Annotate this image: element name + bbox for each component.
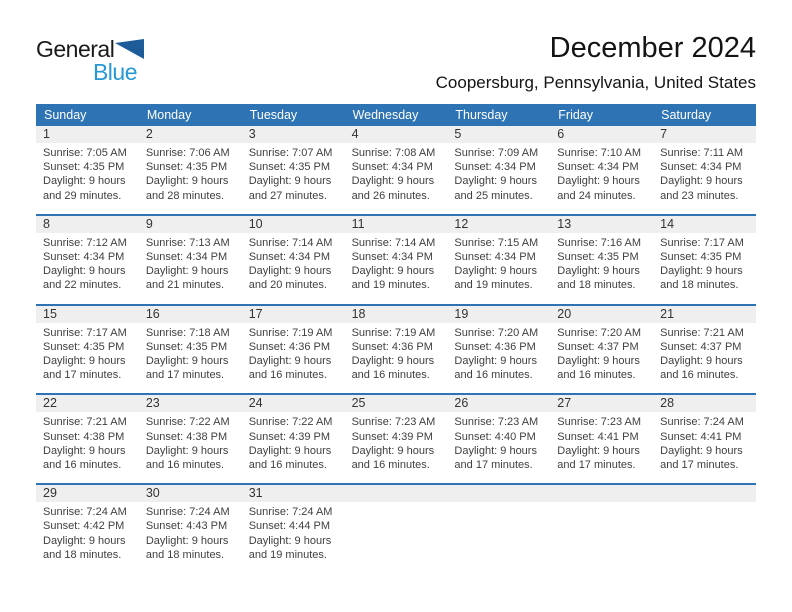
sunrise-text: Sunrise: 7:24 AM — [248, 506, 333, 519]
day-number: 29 — [36, 485, 139, 502]
day-number: 11 — [345, 216, 448, 233]
day-cell — [345, 395, 448, 483]
daylight-text-line2: and 26 minutes. — [351, 189, 430, 202]
daylight-text-line1: Daylight: 9 hours — [145, 175, 229, 188]
sunset-text: Sunset: 4:34 PM — [454, 161, 536, 174]
weekday-header-friday: Friday — [558, 108, 594, 122]
daylight-text-line1: Daylight: 9 hours — [557, 355, 640, 368]
day-number: 30 — [139, 485, 242, 502]
day-number: 8 — [36, 216, 139, 233]
sunrise-text: Sunrise: 7:24 AM — [660, 416, 744, 429]
daylight-text-line1: Daylight: 9 hours — [557, 265, 640, 278]
page-subtitle: Coopersburg, Pennsylvania, United States — [435, 73, 756, 92]
daylight-text-line1: Daylight: 9 hours — [351, 175, 435, 188]
sunset-text: Sunset: 4:36 PM — [248, 340, 331, 353]
sunset-text: Sunset: 4:35 PM — [43, 340, 125, 353]
day-details — [653, 412, 756, 483]
sunrise-text: Sunrise: 7:07 AM — [248, 147, 333, 159]
day-cell — [653, 216, 756, 304]
day-number: 26 — [447, 395, 550, 412]
day-number: 18 — [345, 306, 448, 323]
daylight-text-line2: and 18 minutes. — [145, 548, 225, 561]
day-details — [36, 502, 139, 573]
day-cell — [447, 216, 550, 304]
sunrise-text: Sunrise: 7:16 AM — [557, 236, 642, 249]
day-details — [550, 412, 653, 483]
sunrise-text: Sunrise: 7:22 AM — [145, 416, 230, 429]
day-cell — [242, 126, 345, 214]
day-details — [653, 323, 756, 394]
day-number: 6 — [550, 126, 653, 143]
day-cell — [653, 306, 756, 394]
week-row — [36, 304, 756, 394]
day-cell — [139, 395, 242, 483]
day-number: 13 — [550, 216, 653, 233]
daylight-text-line1: Daylight: 9 hours — [248, 265, 332, 278]
sunrise-text: Sunrise: 7:18 AM — [145, 326, 230, 339]
daylight-text-line1: Daylight: 9 hours — [660, 265, 743, 278]
day-cell — [345, 306, 448, 394]
sunset-text: Sunset: 4:38 PM — [145, 430, 228, 443]
day-number: 4 — [345, 126, 448, 143]
sunrise-text: Sunrise: 7:23 AM — [557, 416, 642, 429]
weekday-header-tuesday: Tuesday — [249, 108, 298, 122]
sunrise-text: Sunrise: 7:06 AM — [145, 147, 230, 159]
day-details — [550, 143, 653, 214]
sunset-text: Sunset: 4:35 PM — [660, 251, 742, 264]
sunset-text: Sunset: 4:36 PM — [351, 340, 433, 353]
day-number: 2 — [139, 126, 242, 143]
day-cell — [139, 216, 242, 304]
day-cell — [36, 306, 139, 394]
day-number: 10 — [242, 216, 345, 233]
sunset-text: Sunset: 4:34 PM — [351, 251, 433, 264]
sunset-text: Sunset: 4:36 PM — [454, 340, 536, 353]
daylight-text-line2: and 29 minutes. — [43, 189, 122, 202]
sunset-text: Sunset: 4:37 PM — [557, 340, 639, 353]
daylight-text-line1: Daylight: 9 hours — [145, 265, 229, 278]
sunrise-text: Sunrise: 7:24 AM — [43, 506, 127, 519]
daylight-text-line2: and 27 minutes. — [248, 189, 327, 202]
daylight-text-line2: and 16 minutes. — [248, 459, 327, 472]
daylight-text-line1: Daylight: 9 hours — [43, 444, 126, 457]
sunrise-text: Sunrise: 7:21 AM — [43, 416, 127, 429]
day-number: 20 — [550, 306, 653, 323]
sunrise-text: Sunrise: 7:13 AM — [145, 236, 230, 249]
sunset-text: Sunset: 4:35 PM — [557, 251, 639, 264]
day-details — [550, 323, 653, 394]
day-number: 25 — [345, 395, 448, 412]
day-details — [139, 323, 242, 394]
sunset-text: Sunset: 4:34 PM — [145, 251, 228, 264]
daylight-text-line2: and 21 minutes. — [145, 279, 225, 292]
day-number: 21 — [653, 306, 756, 323]
day-details — [447, 323, 550, 394]
sunrise-text: Sunrise: 7:05 AM — [43, 147, 127, 159]
sunrise-text: Sunrise: 7:22 AM — [248, 416, 333, 429]
day-cell — [242, 216, 345, 304]
daylight-text-line1: Daylight: 9 hours — [454, 444, 537, 457]
sunrise-text: Sunrise: 7:17 AM — [43, 326, 127, 339]
day-details — [447, 233, 550, 304]
day-details — [345, 412, 448, 483]
sunset-text: Sunset: 4:34 PM — [660, 161, 742, 174]
day-number: 19 — [447, 306, 550, 323]
day-number: 1 — [36, 126, 139, 143]
daylight-text-line1: Daylight: 9 hours — [43, 534, 126, 547]
daylight-text-line2: and 16 minutes. — [351, 459, 430, 472]
day-details — [139, 502, 242, 573]
daylight-text-line2: and 17 minutes. — [454, 459, 533, 472]
day-details — [36, 233, 139, 304]
sunset-text: Sunset: 4:40 PM — [454, 430, 536, 443]
daylight-text-line2: and 18 minutes. — [660, 279, 739, 292]
daylight-text-line1: Daylight: 9 hours — [454, 355, 537, 368]
weekday-header-wednesday: Wednesday — [352, 108, 419, 122]
day-number — [550, 485, 653, 502]
day-number: 23 — [139, 395, 242, 412]
sunrise-text: Sunrise: 7:12 AM — [43, 236, 127, 249]
daylight-text-line2: and 19 minutes. — [454, 279, 533, 292]
daylight-text-line1: Daylight: 9 hours — [145, 444, 229, 457]
day-details — [242, 323, 345, 394]
daylight-text-line1: Daylight: 9 hours — [660, 355, 743, 368]
day-cell — [36, 485, 139, 573]
day-cell — [550, 306, 653, 394]
sunrise-text: Sunrise: 7:10 AM — [557, 147, 642, 159]
daylight-text-line1: Daylight: 9 hours — [660, 175, 743, 188]
day-details — [242, 233, 345, 304]
day-cell — [550, 126, 653, 214]
daylight-text-line1: Daylight: 9 hours — [43, 265, 126, 278]
week-row — [36, 393, 756, 483]
daylight-text-line2: and 28 minutes. — [145, 189, 225, 202]
day-cell — [653, 395, 756, 483]
sunrise-text: Sunrise: 7:20 AM — [557, 326, 642, 339]
daylight-text-line2: and 16 minutes. — [43, 459, 122, 472]
sunset-text: Sunset: 4:35 PM — [145, 340, 228, 353]
sunset-text: Sunset: 4:37 PM — [660, 340, 742, 353]
daylight-text-line2: and 17 minutes. — [43, 369, 122, 382]
sunset-text: Sunset: 4:34 PM — [557, 161, 639, 174]
day-cell — [242, 306, 345, 394]
day-number: 16 — [139, 306, 242, 323]
daylight-text-line2: and 16 minutes. — [145, 459, 225, 472]
day-cell — [139, 306, 242, 394]
day-details — [36, 323, 139, 394]
daylight-text-line1: Daylight: 9 hours — [248, 534, 332, 547]
day-details — [139, 143, 242, 214]
day-details — [550, 233, 653, 304]
day-details — [345, 143, 448, 214]
daylight-text-line1: Daylight: 9 hours — [145, 355, 229, 368]
day-number: 12 — [447, 216, 550, 233]
daylight-text-line2: and 16 minutes. — [660, 369, 739, 382]
day-cell — [345, 216, 448, 304]
day-cell — [447, 306, 550, 394]
weekday-header-thursday: Thursday — [455, 108, 508, 122]
sunset-text: Sunset: 4:41 PM — [557, 430, 639, 443]
daylight-text-line2: and 18 minutes. — [557, 279, 636, 292]
day-number: 9 — [139, 216, 242, 233]
daylight-text-line2: and 25 minutes. — [454, 189, 533, 202]
daylight-text-line1: Daylight: 9 hours — [145, 534, 229, 547]
day-number: 5 — [447, 126, 550, 143]
daylight-text-line1: Daylight: 9 hours — [351, 265, 435, 278]
day-details — [447, 412, 550, 483]
day-number — [345, 485, 448, 502]
daylight-text-line1: Daylight: 9 hours — [248, 175, 332, 188]
day-number: 17 — [242, 306, 345, 323]
sunset-text: Sunset: 4:34 PM — [43, 251, 125, 264]
daylight-text-line1: Daylight: 9 hours — [557, 175, 640, 188]
day-details — [653, 233, 756, 304]
sunrise-text: Sunrise: 7:23 AM — [454, 416, 539, 429]
day-details — [139, 233, 242, 304]
daylight-text-line2: and 17 minutes. — [557, 459, 636, 472]
day-number: 3 — [242, 126, 345, 143]
calendar-grid — [36, 104, 756, 573]
daylight-text-line2: and 20 minutes. — [248, 279, 327, 292]
day-details — [653, 143, 756, 214]
day-cell — [139, 126, 242, 214]
day-number: 28 — [653, 395, 756, 412]
empty-day-cell — [550, 485, 653, 573]
logo-text-general: General — [36, 36, 115, 62]
logo-text-blue: Blue — [92, 59, 137, 85]
sunrise-text: Sunrise: 7:09 AM — [454, 147, 539, 159]
day-cell — [139, 485, 242, 573]
page-title: December 2024 — [549, 32, 756, 64]
day-cell — [447, 395, 550, 483]
day-cell — [653, 126, 756, 214]
title-block — [436, 32, 756, 93]
sunrise-text: Sunrise: 7:14 AM — [248, 236, 333, 249]
day-details — [447, 143, 550, 214]
sunset-text: Sunset: 4:44 PM — [248, 520, 331, 533]
day-details — [345, 233, 448, 304]
daylight-text-line2: and 18 minutes. — [43, 548, 122, 561]
empty-day-cell — [345, 485, 448, 573]
sunrise-text: Sunrise: 7:21 AM — [660, 326, 744, 339]
sunset-text: Sunset: 4:34 PM — [248, 251, 331, 264]
day-details — [242, 412, 345, 483]
sunset-text: Sunset: 4:35 PM — [248, 161, 331, 174]
daylight-text-line2: and 16 minutes. — [248, 369, 327, 382]
sunset-text: Sunset: 4:39 PM — [248, 430, 331, 443]
daylight-text-line2: and 17 minutes. — [145, 369, 225, 382]
daylight-text-line2: and 16 minutes. — [351, 369, 430, 382]
day-number: 22 — [36, 395, 139, 412]
day-details — [345, 323, 448, 394]
sunrise-text: Sunrise: 7:19 AM — [248, 326, 333, 339]
sunset-text: Sunset: 4:38 PM — [43, 430, 125, 443]
day-number: 24 — [242, 395, 345, 412]
sunrise-text: Sunrise: 7:08 AM — [351, 147, 436, 159]
day-details — [242, 143, 345, 214]
weekday-header-row — [36, 104, 756, 126]
sunset-text: Sunset: 4:35 PM — [145, 161, 228, 174]
sunset-text: Sunset: 4:41 PM — [660, 430, 742, 443]
sunrise-text: Sunrise: 7:23 AM — [351, 416, 436, 429]
day-cell — [447, 126, 550, 214]
sunset-text: Sunset: 4:34 PM — [454, 251, 536, 264]
day-cell — [242, 395, 345, 483]
empty-day-cell — [653, 485, 756, 573]
daylight-text-line2: and 23 minutes. — [660, 189, 739, 202]
week-row — [36, 126, 756, 214]
sunrise-text: Sunrise: 7:17 AM — [660, 236, 744, 249]
day-number — [447, 485, 550, 502]
day-cell — [550, 395, 653, 483]
daylight-text-line1: Daylight: 9 hours — [660, 444, 743, 457]
day-number: 31 — [242, 485, 345, 502]
sunrise-text: Sunrise: 7:24 AM — [145, 506, 230, 519]
sunset-text: Sunset: 4:43 PM — [145, 520, 228, 533]
day-cell — [36, 395, 139, 483]
sunrise-text: Sunrise: 7:11 AM — [660, 147, 744, 159]
sunset-text: Sunset: 4:39 PM — [351, 430, 433, 443]
day-details — [36, 143, 139, 214]
sunset-text: Sunset: 4:42 PM — [43, 520, 125, 533]
daylight-text-line2: and 16 minutes. — [454, 369, 533, 382]
daylight-text-line1: Daylight: 9 hours — [43, 175, 126, 188]
daylight-text-line1: Daylight: 9 hours — [248, 355, 332, 368]
general-blue-logo — [36, 38, 146, 84]
week-row — [36, 483, 756, 573]
day-cell — [550, 216, 653, 304]
day-cell — [242, 485, 345, 573]
day-details — [242, 502, 345, 573]
day-number: 7 — [653, 126, 756, 143]
day-details — [139, 412, 242, 483]
sunrise-text: Sunrise: 7:20 AM — [454, 326, 539, 339]
daylight-text-line2: and 24 minutes. — [557, 189, 636, 202]
day-details — [36, 412, 139, 483]
day-cell — [345, 126, 448, 214]
daylight-text-line2: and 17 minutes. — [660, 459, 739, 472]
daylight-text-line1: Daylight: 9 hours — [248, 444, 332, 457]
daylight-text-line1: Daylight: 9 hours — [351, 444, 435, 457]
sunset-text: Sunset: 4:35 PM — [43, 161, 125, 174]
day-number: 15 — [36, 306, 139, 323]
sunset-text: Sunset: 4:34 PM — [351, 161, 433, 174]
daylight-text-line2: and 22 minutes. — [43, 279, 122, 292]
daylight-text-line1: Daylight: 9 hours — [43, 355, 126, 368]
day-number — [653, 485, 756, 502]
day-cell — [36, 216, 139, 304]
empty-day-cell — [447, 485, 550, 573]
weekday-header-sunday: Sunday — [44, 108, 87, 122]
weekday-header-saturday: Saturday — [661, 108, 712, 122]
daylight-text-line1: Daylight: 9 hours — [454, 175, 537, 188]
day-cell — [36, 126, 139, 214]
day-number: 14 — [653, 216, 756, 233]
day-number: 27 — [550, 395, 653, 412]
sunrise-text: Sunrise: 7:19 AM — [351, 326, 436, 339]
daylight-text-line1: Daylight: 9 hours — [454, 265, 537, 278]
weekday-header-monday: Monday — [146, 108, 192, 122]
daylight-text-line2: and 19 minutes. — [248, 548, 327, 561]
daylight-text-line1: Daylight: 9 hours — [557, 444, 640, 457]
daylight-text-line2: and 19 minutes. — [351, 279, 430, 292]
sunrise-text: Sunrise: 7:15 AM — [454, 236, 539, 249]
week-row — [36, 214, 756, 304]
sunrise-text: Sunrise: 7:14 AM — [351, 236, 436, 249]
daylight-text-line1: Daylight: 9 hours — [351, 355, 435, 368]
daylight-text-line2: and 16 minutes. — [557, 369, 636, 382]
